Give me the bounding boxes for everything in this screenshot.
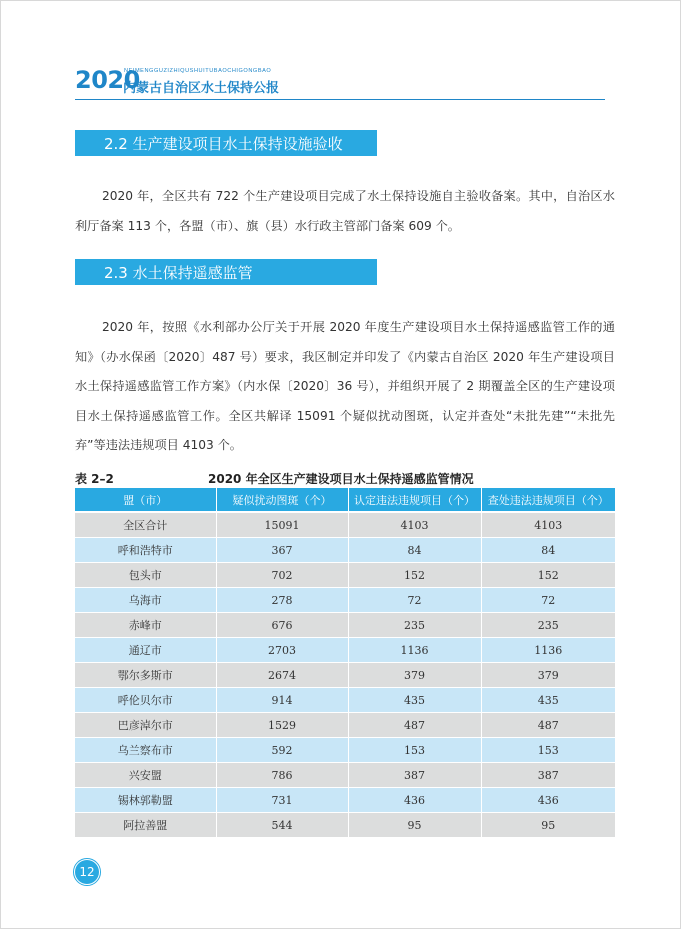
section-title: 2.2 生产建设项目水土保持设施验收 (104, 135, 343, 153)
table-header-row (75, 488, 615, 512)
cell-confirmed: 379 (348, 663, 481, 688)
cell-suspected: 278 (216, 588, 348, 613)
cell-region: 通辽市 (75, 638, 216, 663)
cell-suspected: 2674 (216, 663, 348, 688)
table-row (75, 663, 615, 688)
table-row (75, 738, 615, 763)
cell-confirmed: 84 (348, 538, 481, 563)
table-row (75, 588, 615, 613)
section-underline (75, 154, 377, 156)
cell-suspected: 2703 (216, 638, 348, 663)
header-region: 盟（市） (75, 488, 216, 512)
cell-region: 巴彦淖尔市 (75, 713, 216, 738)
cell-handled: 4103 (481, 512, 615, 538)
cell-region: 鄂尔多斯市 (75, 663, 216, 688)
paragraph-acceptance: 2020 年，全区共有 722 个生产建设项目完成了水土保持设施自主验收备案。其中，自治区水利厅备案 113 个，各盟（市）、旗（县）水行政主管部门备案 609 个。 (75, 189, 615, 233)
cell-region: 阿拉善盟 (75, 813, 216, 838)
cell-suspected: 731 (216, 788, 348, 813)
table-row (75, 763, 615, 788)
section-title: 2.3 水土保持遥感监管 (104, 264, 253, 282)
cell-handled: 84 (481, 538, 615, 563)
cell-confirmed: 436 (348, 788, 481, 813)
table-row (75, 713, 615, 738)
header-pinyin: NEIMENGGUZIZHIQUSHUITUBAOCHIGONGBAO (124, 68, 272, 74)
cell-confirmed: 72 (348, 588, 481, 613)
cell-confirmed: 95 (348, 813, 481, 838)
header-year: 2020 (75, 66, 140, 94)
cell-handled: 435 (481, 688, 615, 713)
cell-handled: 436 (481, 788, 615, 813)
page-number: 12 (75, 860, 99, 884)
cell-handled: 152 (481, 563, 615, 588)
cell-handled: 379 (481, 663, 615, 688)
header-divider (75, 99, 605, 100)
paragraph-remote-sensing: 2020 年，按照《水利部办公厅关于开展 2020 年度生产建设项目水土保持遥感监管工作的通知》（办水保函〔2020〕487 号）要求，我区制定并印发了《内蒙古自治区 2020 年生产建设项目水土保持遥感监管工作方案》（内水保〔2020〕36 号），并组织开展了 2 期覆盖全区的生产建设项目水土保持遥感监管工作。全区共解译 15091 个疑似扰动图斑，认定并查处“未批先建”“未批先弃”等违法违规项目 4103 个。 (75, 320, 615, 452)
table-row (75, 563, 615, 588)
cell-handled: 95 (481, 813, 615, 838)
cell-suspected: 15091 (216, 512, 348, 538)
cell-suspected: 367 (216, 538, 348, 563)
table-title: 2020 年全区生产建设项目水土保持遥感监管情况 (208, 472, 474, 486)
cell-region: 兴安盟 (75, 763, 216, 788)
table-number: 表 2–2 (75, 472, 114, 486)
cell-suspected: 702 (216, 563, 348, 588)
cell-confirmed: 1136 (348, 638, 481, 663)
table-row (75, 638, 615, 663)
cell-suspected: 786 (216, 763, 348, 788)
cell-handled: 153 (481, 738, 615, 763)
cell-confirmed: 235 (348, 613, 481, 638)
cell-handled: 72 (481, 588, 615, 613)
cell-suspected: 1529 (216, 713, 348, 738)
cell-region: 乌海市 (75, 588, 216, 613)
cell-suspected: 592 (216, 738, 348, 763)
table-row (75, 538, 615, 563)
header-title: 内蒙古自治区水土保持公报 (123, 81, 280, 96)
cell-region: 锡林郭勒盟 (75, 788, 216, 813)
table-row (75, 788, 615, 813)
cell-region: 赤峰市 (75, 613, 216, 638)
table-row (75, 613, 615, 638)
cell-confirmed: 387 (348, 763, 481, 788)
cell-region: 包头市 (75, 563, 216, 588)
cell-handled: 1136 (481, 638, 615, 663)
monitoring-table (75, 488, 615, 838)
header-confirmed-violations: 认定违法违规项目（个） (348, 488, 481, 512)
section-heading-2-3 (75, 259, 377, 287)
header-suspected-patches: 疑似扰动图斑（个） (216, 488, 348, 512)
cell-confirmed: 435 (348, 688, 481, 713)
cell-handled: 235 (481, 613, 615, 638)
table-row (75, 688, 615, 713)
cell-region: 全区合计 (75, 512, 216, 538)
cell-confirmed: 152 (348, 563, 481, 588)
table-row (75, 813, 615, 838)
cell-confirmed: 153 (348, 738, 481, 763)
cell-region: 呼伦贝尔市 (75, 688, 216, 713)
header-handled-violations: 查处违法违规项目（个） (481, 488, 615, 512)
cell-suspected: 914 (216, 688, 348, 713)
cell-region: 呼和浩特市 (75, 538, 216, 563)
table-row (75, 512, 615, 538)
section-underline (75, 283, 377, 285)
cell-suspected: 544 (216, 813, 348, 838)
cell-confirmed: 487 (348, 713, 481, 738)
cell-confirmed: 4103 (348, 512, 481, 538)
section-heading-2-2 (75, 130, 377, 158)
cell-suspected: 676 (216, 613, 348, 638)
cell-region: 乌兰察布市 (75, 738, 216, 763)
cell-handled: 487 (481, 713, 615, 738)
cell-handled: 387 (481, 763, 615, 788)
